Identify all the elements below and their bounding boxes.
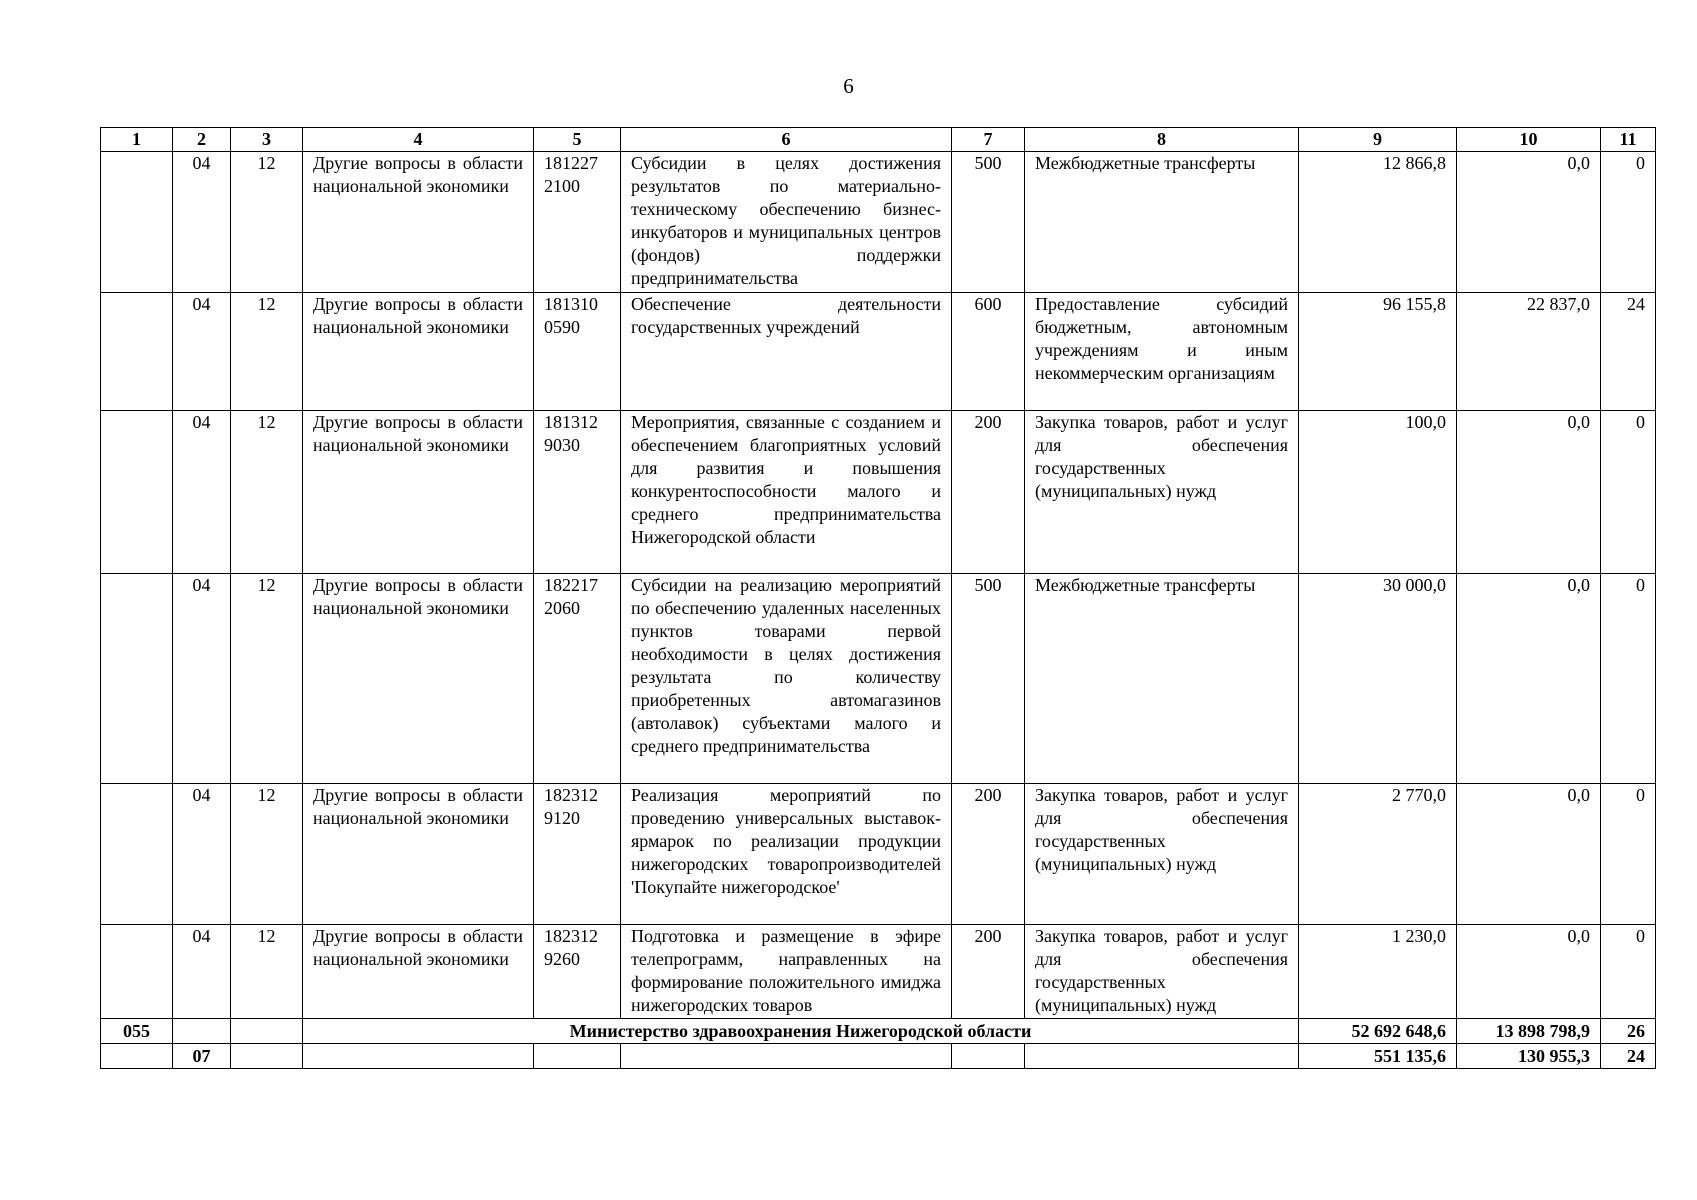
header-cell: 3 <box>231 128 303 152</box>
ministry-name: Министерство здравоохранения Нижегородской области <box>303 1019 1299 1044</box>
cell-percent: 24 <box>1601 293 1656 411</box>
cell-section-name: Другие вопросы в области национальной экономики <box>303 152 534 293</box>
cell-section-name: Другие вопросы в области национальной экономики <box>303 293 534 411</box>
cell-target-name: Реализация мероприятий по проведению универсальных выставок-ярмарок по реализации продукции нижегородских товаропроизводителей 'Покупайте нижегородское' <box>621 784 952 925</box>
table-row <box>101 925 1656 1019</box>
cell-expense-code: 200 <box>952 925 1025 1019</box>
cell-code <box>101 411 173 574</box>
cell-target-name: Субсидии на реализацию мероприятий по обеспечению удаленных населенных пунктов товарами первой необходимости в целях достижения результата по количеству приобретенных автомагазинов (автолавок) субъектами малого и среднего предпринимательства <box>621 574 952 784</box>
cell-subsection: 12 <box>231 293 303 411</box>
cell-executed: 0,0 <box>1457 574 1601 784</box>
cell-percent: 0 <box>1601 784 1656 925</box>
section-total-row <box>101 1044 1656 1069</box>
ministry-code: 055 <box>101 1019 173 1044</box>
cell-percent: 0 <box>1601 411 1656 574</box>
cell-percent: 0 <box>1601 925 1656 1019</box>
section-executed: 130 955,3 <box>1457 1044 1601 1069</box>
header-cell: 8 <box>1025 128 1299 152</box>
cell-target-code: 182217 2060 <box>534 574 621 784</box>
budget-table <box>100 127 1656 1069</box>
header-cell: 2 <box>173 128 231 152</box>
cell-expense-name: Закупка товаров, работ и услуг для обеспечения государственных (муниципальных) нужд <box>1025 925 1299 1019</box>
cell-target-code: 182312 9260 <box>534 925 621 1019</box>
header-cell: 6 <box>621 128 952 152</box>
cell-amount: 1 230,0 <box>1299 925 1457 1019</box>
cell-section-name: Другие вопросы в области национальной экономики <box>303 411 534 574</box>
table-row <box>101 784 1656 925</box>
table-row <box>101 411 1656 574</box>
cell-executed: 0,0 <box>1457 152 1601 293</box>
cell-code <box>101 293 173 411</box>
ministry-executed: 13 898 798,9 <box>1457 1019 1601 1044</box>
cell-target-name: Подготовка и размещение в эфире телепрограмм, направленных на формирование положительного имиджа нижегородских товаров <box>621 925 952 1019</box>
header-row <box>101 128 1656 152</box>
cell-subsection: 12 <box>231 411 303 574</box>
cell-amount: 12 866,8 <box>1299 152 1457 293</box>
cell-target-name: Субсидии в целях достижения результатов по материально-техническому обеспечению бизнес-инкубаторов и муниципальных центров (фондов) поддержки предпринимательства <box>621 152 952 293</box>
cell-executed: 22 837,0 <box>1457 293 1601 411</box>
cell-target-code: 181312 9030 <box>534 411 621 574</box>
cell-amount: 30 000,0 <box>1299 574 1457 784</box>
cell-expense-code: 200 <box>952 411 1025 574</box>
cell-section-name: Другие вопросы в области национальной экономики <box>303 925 534 1019</box>
empty-cell <box>952 1044 1025 1069</box>
section-code: 07 <box>173 1044 231 1069</box>
cell-section-name: Другие вопросы в области национальной экономики <box>303 784 534 925</box>
cell-section: 04 <box>173 784 231 925</box>
cell-section: 04 <box>173 574 231 784</box>
cell-target-name: Обеспечение деятельности государственных учреждений <box>621 293 952 411</box>
header-cell: 4 <box>303 128 534 152</box>
cell-code <box>101 925 173 1019</box>
cell-subsection: 12 <box>231 574 303 784</box>
cell-amount: 96 155,8 <box>1299 293 1457 411</box>
cell-percent: 0 <box>1601 152 1656 293</box>
section-percent: 24 <box>1601 1044 1656 1069</box>
header-cell: 9 <box>1299 128 1457 152</box>
empty-cell <box>101 1044 173 1069</box>
cell-expense-code: 200 <box>952 784 1025 925</box>
cell-amount: 100,0 <box>1299 411 1457 574</box>
cell-section: 04 <box>173 411 231 574</box>
table-row <box>101 293 1656 411</box>
header-cell: 5 <box>534 128 621 152</box>
cell-expense-code: 500 <box>952 574 1025 784</box>
empty-cell <box>534 1044 621 1069</box>
cell-section: 04 <box>173 152 231 293</box>
cell-executed: 0,0 <box>1457 411 1601 574</box>
cell-expense-name: Закупка товаров, работ и услуг для обеспечения государственных (муниципальных) нужд <box>1025 784 1299 925</box>
empty-cell <box>231 1044 303 1069</box>
empty-cell <box>231 1019 303 1044</box>
cell-subsection: 12 <box>231 925 303 1019</box>
cell-target-code: 182312 9120 <box>534 784 621 925</box>
cell-target-name: Мероприятия, связанные с созданием и обеспечением благоприятных условий для развития и повышения конкурентоспособности малого и среднего предпринимательства Нижегородской области <box>621 411 952 574</box>
ministry-amount: 52 692 648,6 <box>1299 1019 1457 1044</box>
cell-subsection: 12 <box>231 152 303 293</box>
cell-subsection: 12 <box>231 784 303 925</box>
header-cell: 10 <box>1457 128 1601 152</box>
cell-section: 04 <box>173 293 231 411</box>
cell-section-name: Другие вопросы в области национальной экономики <box>303 574 534 784</box>
cell-expense-code: 500 <box>952 152 1025 293</box>
cell-code <box>101 784 173 925</box>
page-number: 6 <box>843 74 854 98</box>
cell-code <box>101 574 173 784</box>
header-cell: 1 <box>101 128 173 152</box>
empty-cell <box>1025 1044 1299 1069</box>
cell-expense-name: Предоставление субсидий бюджетным, автономным учреждениям и иным некоммерческим организациям <box>1025 293 1299 411</box>
table-row <box>101 152 1656 293</box>
section-amount: 551 135,6 <box>1299 1044 1457 1069</box>
header-cell: 11 <box>1601 128 1656 152</box>
cell-target-code: 181227 2100 <box>534 152 621 293</box>
cell-executed: 0,0 <box>1457 925 1601 1019</box>
empty-cell <box>303 1044 534 1069</box>
table-row <box>101 574 1656 784</box>
ministry-row <box>101 1019 1656 1044</box>
cell-target-code: 181310 0590 <box>534 293 621 411</box>
header-cell: 7 <box>952 128 1025 152</box>
cell-section: 04 <box>173 925 231 1019</box>
cell-expense-code: 600 <box>952 293 1025 411</box>
empty-cell <box>621 1044 952 1069</box>
cell-code <box>101 152 173 293</box>
cell-expense-name: Межбюджетные трансферты <box>1025 574 1299 784</box>
cell-percent: 0 <box>1601 574 1656 784</box>
ministry-percent: 26 <box>1601 1019 1656 1044</box>
cell-amount: 2 770,0 <box>1299 784 1457 925</box>
cell-expense-name: Закупка товаров, работ и услуг для обеспечения государственных (муниципальных) нужд <box>1025 411 1299 574</box>
cell-expense-name: Межбюджетные трансферты <box>1025 152 1299 293</box>
cell-executed: 0,0 <box>1457 784 1601 925</box>
empty-cell <box>173 1019 231 1044</box>
